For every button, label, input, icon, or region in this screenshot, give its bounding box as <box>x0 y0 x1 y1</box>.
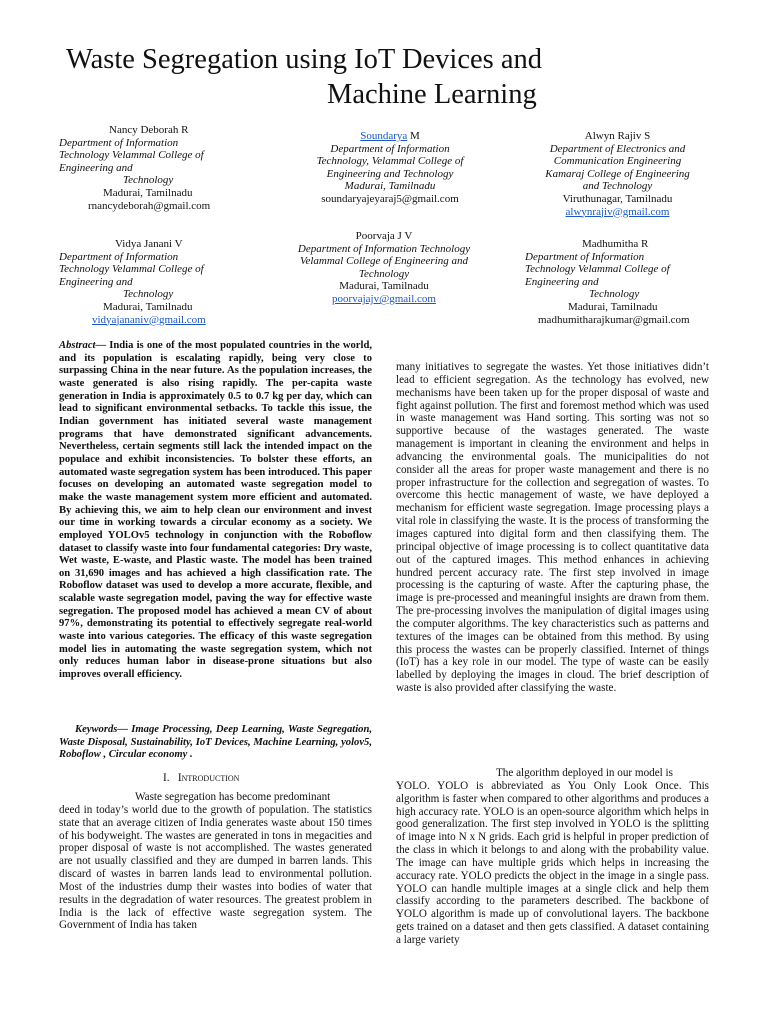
author-location: Madurai, Tamilnadu <box>103 300 193 313</box>
author-block-6 <box>525 238 725 326</box>
author-name-link[interactable]: Soundarya <box>360 130 408 142</box>
keywords <box>59 724 372 762</box>
author-email-link[interactable]: alwynrajiv@gmail.com <box>565 205 670 218</box>
abstract <box>59 340 372 682</box>
right-paragraph-2-first-line: The algorithm deployed in our model is <box>496 767 673 779</box>
author-affiliation: Technology Velammal College of <box>59 263 204 276</box>
author-email-link[interactable]: vidyajananiv@gmail.com <box>92 313 206 326</box>
intro-paragraph <box>59 791 372 932</box>
section-title: Introduction <box>177 772 240 784</box>
author-block-4 <box>59 238 249 326</box>
section-number: I. <box>163 772 170 784</box>
author-affiliation: Technology <box>123 288 174 301</box>
abstract-label: Abstract— <box>59 340 107 351</box>
author-affiliation: and Technology <box>582 180 653 193</box>
author-affiliation: Engineering and <box>59 275 133 288</box>
right-paragraph-2 <box>396 767 709 947</box>
right-paragraph-2-body: YOLO. YOLO is abbreviated as You Only Look Once. This algorithm is faster when compared to other algorithms and produces a high accuracy rate. YOLO is an open-source algorithm which helps in good generalization. The first step involved in YOLO is the splitting of image into N x N grids. Each grid is helpful in proper prediction of the class in which it belongs to and along with the probability value. The image can have multiple grids which helps in increasing the accuracy rate. YOLO predicts the object in the image in a single pass. YOLO can handle multiple images at a single click and help them classify according to the parameters described. The backbone of YOLO algorithm is made up of convolutional layers. The backbone gets trained on a dataset and then gets classified. A dataset containing a large variety <box>396 779 709 946</box>
paper-title-line-1: Waste Segregation using IoT Devices and <box>66 44 543 75</box>
keywords-label: Keywords— <box>75 724 128 735</box>
author-affiliation: Technology <box>358 267 410 280</box>
right-paragraph-1: many initiatives to segregate the wastes. Yet those initiatives didn’t lead to efficient segregation. As the technology has evolved, new mechanisms have been taken up for the proper disposal of waste and fight against pollution. The first and foremost method which was used in waste management was Hand sorting. This sorting was not so supportive because of the wastages generated. The waste management is important in cleaning the environment and helps in advancing the environmental goals. The municipalities do not consider all the areas for proper waste management and there is no proper infrastructure for the collection and segregation of wastes. To overcome this hectic management of waste, we have deployed a mechanism for efficient waste segregation. Image processing plays a vital role in classifying the waste. It is the process of transforming the images captured into digital form and then classifying them. The principal objective of image processing is to collect quantitative data out of the captured images. This method enhances in achieving hundred percent accuracy rate. The first step involved in image processing is the capturing of waste. After the capturing phase, the image is pre-processed and meaningful insights are drawn from them. The pre-processing involves the manipulation of digital images using the computer algorithms. The key characteristics such as patterns and textures of the images can be obtained from this method. By using this process the wastes can be properly classified. Internet of things (IoT) has a key role in our model. The type of waste can be easily labelled by deploying the images in cloud. The brief description of waste is also provided after classifying the waste. <box>396 361 709 695</box>
abstract-body: India is one of the most populated countries in the world, and its population is escalating rapidly, being very close to surpassing China in the near future. As the population increases, the waste generated is also rising rapidly. The per-capita waste generation in India is approximately 0.5 to 0.7 kg per day, which can lead to significant environmental setbacks. To tackle this issue, the Indian government has initiated several waste management programs that have demonstrated significant advancements. Nevertheless, certain segments still lack the intended impact on the populace and exhibit inconsistencies. To bolster these efforts, an automated waste segregation system has been introduced. This paper focuses on developing an automated waste segregation model to make the waste management system more efficient and automated. By achieving this, we aim to help clean our environment and invest our time in working towards a circular economy as a society. We employed YOLOv5 technology in conjunction with the Roboflow dataset to classify waste into four fundamental categories: Dry waste, Wet waste, E-waste, and Plastic waste. The model has been trained on 31,690 images and has achieved a high classification rate. The Roboflow dataset was used to develop a more accurate, flexible, and scalable waste segregation model, paving the way for effective waste segregation. The proposed model has achieved a mean CV of about 97%, demonstrating its potential to effectively segregate real-world waste into various categories. The efficacy of this waste segregation model lies in automating the waste segregation system, which not only reduces human labor in disease-prone situations but also improves overall efficiency. <box>59 340 372 681</box>
section-heading <box>163 772 239 784</box>
author-affiliation: Technology <box>123 174 174 187</box>
author-affiliation: Department of Electronics and <box>549 142 686 155</box>
author-name-suffix: M <box>407 130 420 142</box>
author-location: Viruthunagar, Tamilnadu <box>562 192 673 205</box>
author-affiliation: Kamaraj College of Engineering <box>545 167 690 180</box>
author-affiliation: Communication Engineering <box>553 155 682 168</box>
paper-title-line-2: Machine Learning <box>327 79 537 110</box>
author-name: Madhumitha R <box>582 238 649 250</box>
intro-body: deed in today’s world due to the growth of population. The statistics state that an average citizen of India generates waste about 150 times of his bodyweight. The wastes are generated in tons in megacities and proper disposal of waste is not accomplished. The wastes generated are not usually classified and they are dumped in barren lands. This discard of wastes in barren lands lead to environmental pollution. Most of the industries dump their wastes into bodies of water that results in the degradation of water resources. The greatest problem in India is the lack of effective waste segregation system. The Government of India has taken <box>59 803 372 932</box>
author-location: Madurai, Tamilnadu <box>568 300 658 313</box>
author-name: Vidya Janani V <box>115 238 183 250</box>
author-email-link[interactable]: poorvajajv@gmail.com <box>332 292 436 305</box>
keywords-body: Image Processing, Deep Learning, Waste Segregation, Waste Disposal, Sustainability, IoT Devices, Machine Learning, yolov5, Roboflow , Circular economy . <box>59 724 372 761</box>
author-name: Poorvaja J V <box>355 230 413 242</box>
author-block-1 <box>59 124 249 212</box>
author-email: soundaryajeyaraj5@gmail.com <box>321 192 459 205</box>
author-affiliation: Engineering and <box>59 161 133 174</box>
author-block-2 <box>290 130 490 206</box>
author-affiliation: Department of Information <box>59 250 179 263</box>
author-affiliation: Technology Velammal College of <box>525 263 670 276</box>
author-email: rnancydeborah@gmail.com <box>88 199 211 212</box>
intro-first-line: Waste segregation has become predominant <box>135 791 331 803</box>
author-affiliation: Technology Velammal College of <box>59 149 204 162</box>
author-affiliation: Engineering and <box>525 275 599 288</box>
author-affiliation: Engineering and Technology <box>326 167 454 180</box>
author-location: Madurai, Tamilnadu <box>339 280 429 293</box>
author-affiliation: Technology <box>589 288 640 301</box>
author-affiliation: Department of Information <box>59 136 179 149</box>
author-name: Nancy Deborah R <box>109 124 189 136</box>
author-email: madhumitharajkumar@gmail.com <box>538 313 690 326</box>
author-affiliation: Department of Information <box>525 250 645 263</box>
author-affiliation: Department of Information Technology <box>297 242 471 255</box>
author-block-5 <box>284 230 484 306</box>
author-name: Alwyn Rajiv S <box>584 130 651 142</box>
author-block-3 <box>520 130 715 218</box>
author-affiliation: Department of Information <box>330 142 450 155</box>
author-affiliation: Madurai, Tamilnadu <box>344 180 436 193</box>
author-affiliation: Technology, Velammal College of <box>316 155 464 168</box>
author-location: Madurai, Tamilnadu <box>103 186 193 199</box>
author-affiliation: Velammal College of Engineering and <box>299 255 469 268</box>
